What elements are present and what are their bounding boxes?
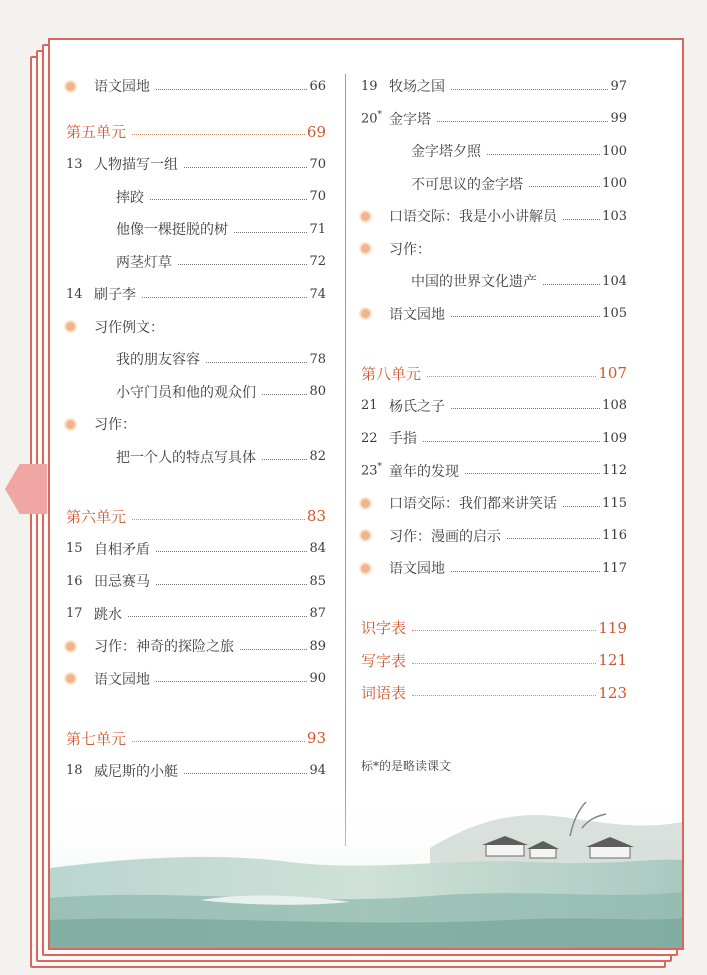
entry-title: 我的朋友容容 [116,352,200,368]
dot-leader [507,538,600,539]
entry-title: 人物描写一组 [94,157,178,173]
unit-title: 写字表 [361,651,407,670]
page-number: 119 [598,618,627,637]
circle-bullet-icon [66,322,94,331]
toc-entry[interactable] [66,120,326,144]
dot-leader [437,121,608,122]
lesson-number-text: 18 [66,763,83,778]
page-number: 72 [309,254,326,269]
circle-bullet-icon [66,420,94,429]
lesson-number-text: 14 [66,286,83,302]
page-number: 70 [309,189,326,204]
circle-bullet-icon [361,564,389,573]
page-number: 107 [598,364,627,382]
circle-bullet-icon [361,244,389,253]
circle-bullet-icon [361,499,389,508]
toc-entry[interactable] [66,250,326,274]
page-number: 116 [602,528,627,543]
page-number: 85 [309,573,326,589]
dot-leader [184,167,307,168]
toc-entry[interactable] [66,380,326,404]
dot-leader [156,89,307,90]
circle-bullet-icon [361,309,389,318]
lesson-number-text: 20 [361,111,378,127]
page-number: 74 [309,286,326,302]
dot-leader [128,616,307,617]
toc-entry[interactable] [361,394,627,418]
lesson-number-text: 22 [361,430,378,446]
lesson-number-text: 13 [66,156,83,172]
lesson-number-text: 19 [361,78,378,94]
entry-title: 自相矛盾 [94,541,150,558]
page-number: 80 [309,384,326,399]
toc-entry[interactable] [361,361,627,385]
dot-leader [451,316,600,317]
toc-entry[interactable] [66,537,326,561]
lesson-number [66,574,94,589]
page-number: 123 [598,683,627,702]
lesson-number-text: 15 [66,541,83,556]
toc-entry[interactable] [66,282,326,306]
toc-entry[interactable] [361,426,627,450]
lesson-number [66,541,94,556]
lesson-number [66,287,94,302]
toc-entry[interactable] [66,726,326,750]
dot-leader [156,681,307,682]
entry-title: 语文园地 [94,79,150,95]
dot-leader [262,394,307,395]
dot-leader [132,741,305,742]
toc-entry[interactable] [66,152,326,176]
toc-entry[interactable] [361,74,627,98]
entry-title: 习作： [94,417,136,433]
dot-leader [412,663,596,664]
lesson-number [361,79,389,94]
entry-title: 童年的发现 [389,463,459,480]
toc-entry[interactable] [66,347,326,371]
page-number: 94 [309,763,326,778]
toc-entry[interactable] [66,634,326,658]
page-number: 99 [610,111,627,126]
circle-bullet-icon [66,82,94,91]
optional-reading-mark: * [377,462,383,473]
toc-entry[interactable] [361,616,627,640]
toc-page [48,38,684,950]
dot-leader [142,297,307,298]
circle-bullet-icon [66,674,94,683]
page-number: 103 [602,208,627,224]
toc-entry[interactable] [66,602,326,626]
dot-leader [451,89,608,90]
entry-title: 跳水 [94,606,122,623]
entry-title: 口语交际：我是小小讲解员 [389,209,557,225]
dot-leader [240,649,307,650]
entry-title: 习作： [389,241,431,258]
toc-entry[interactable] [66,217,326,241]
unit-title: 词语表 [361,684,407,702]
entry-title: 金字塔 [389,111,431,128]
toc-entry[interactable] [361,237,627,261]
dot-leader [543,284,600,285]
footnote: 标*的是略读课文 [361,759,452,773]
page-number: 82 [309,449,326,464]
entry-title: 金字塔夕照 [411,144,481,160]
page-number: 97 [610,78,627,94]
entry-title: 牧场之国 [389,79,445,95]
dot-leader [529,186,600,187]
page-number: 66 [309,78,326,94]
lesson-number-text: 23 [361,463,378,479]
toc-entry[interactable] [66,759,326,783]
circle-bullet-icon [66,642,94,651]
page-number: 100 [602,143,627,159]
entry-title: 习作例文： [94,319,164,336]
page-number: 104 [602,273,627,289]
lesson-number-text: 16 [66,573,83,589]
dot-leader [465,473,600,474]
page-number: 117 [602,560,627,576]
toc-entry[interactable] [361,204,627,228]
lesson-number [361,462,389,478]
entry-title: 语文园地 [94,671,150,688]
entry-title: 摔跤 [116,189,144,206]
toc-entry[interactable] [66,412,326,436]
entry-title: 手指 [389,431,417,447]
dot-leader [156,551,307,552]
dot-leader [262,459,307,460]
page-number: 108 [602,398,627,413]
toc-entry[interactable] [361,681,627,705]
entry-title: 小守门员和他的观众们 [116,384,256,401]
dot-leader [423,441,600,442]
lesson-number [361,110,389,126]
toc-entry[interactable] [66,74,326,98]
dot-leader [206,362,307,363]
entry-title: 习作：神奇的探险之旅 [94,639,234,655]
page-number: 105 [602,306,627,321]
page-number: 90 [309,671,326,686]
dot-leader [184,773,307,774]
toc-entry[interactable] [361,269,627,293]
page-number: 112 [602,463,627,478]
toc-entry[interactable] [361,107,627,131]
dot-leader [150,199,307,200]
unit-title: 第七单元 [66,729,127,748]
landscape-illustration [50,788,682,948]
toc-entry[interactable] [361,172,627,196]
toc-entry[interactable] [361,139,627,163]
dot-leader [563,506,600,507]
page-number: 115 [602,495,627,511]
page-number: 109 [602,430,627,446]
unit-title: 识字表 [361,619,407,637]
dot-leader [451,408,600,409]
bookmark-tab [5,464,47,514]
unit-title: 第八单元 [361,364,422,383]
circle-bullet-icon [361,212,389,221]
toc-entry[interactable] [361,491,627,515]
lesson-number-text: 17 [66,606,83,621]
toc-entry[interactable] [66,445,326,469]
dot-leader [178,264,307,265]
toc-entry[interactable] [66,504,326,528]
optional-reading-mark: * [377,110,383,121]
page-number: 121 [598,651,627,669]
dot-leader [451,571,600,572]
page-number: 70 [309,156,326,172]
dot-leader [427,376,596,377]
toc-entry[interactable] [361,524,627,548]
dot-leader [132,519,305,520]
entry-title: 习作：漫画的启示 [389,528,501,545]
toc-entry[interactable] [66,315,326,339]
lesson-number [66,763,94,778]
dot-leader [412,695,596,696]
entry-title: 杨氏之子 [389,398,445,415]
page-number: 84 [309,541,326,556]
page-number: 93 [306,729,326,747]
page-number: 78 [309,351,326,367]
dot-leader [132,134,305,135]
dot-leader [156,584,307,585]
toc-entry[interactable] [66,185,326,209]
lesson-number [361,398,389,413]
circle-bullet-icon [361,531,389,540]
entry-title: 威尼斯的小艇 [94,763,178,780]
entry-title: 田忌赛马 [94,574,150,590]
page-number: 69 [306,122,326,141]
page-number: 83 [306,507,326,525]
page-number: 89 [309,638,326,654]
entry-title: 不可思议的金字塔 [411,176,523,193]
toc-entry[interactable] [66,667,326,691]
unit-title: 第六单元 [66,507,127,526]
lesson-number [361,431,389,446]
entry-title: 口语交际：我们都来讲笑话 [389,496,557,512]
entry-title: 刷子李 [94,287,136,303]
page-number: 87 [309,606,326,621]
dot-leader [412,630,596,631]
column-divider [345,74,346,846]
entry-title: 他像一棵挺脱的树 [116,222,228,238]
lesson-number-text: 21 [361,398,378,413]
toc-entry[interactable] [361,459,627,483]
dot-leader [563,219,600,220]
toc-entry[interactable] [361,556,627,580]
entry-title: 两茎灯草 [116,254,172,271]
page-number: 100 [602,176,627,191]
lesson-number [66,157,94,172]
toc-entry[interactable] [66,569,326,593]
dot-leader [487,154,600,155]
entry-title: 中国的世界文化遗产 [411,274,537,290]
dot-leader [234,232,307,233]
entry-title: 语文园地 [389,561,445,577]
entry-title: 把一个人的特点写具体 [116,449,256,466]
unit-title: 第五单元 [66,123,127,141]
toc-entry[interactable] [361,648,627,672]
lesson-number [66,606,94,621]
entry-title: 语文园地 [389,306,445,323]
page-number: 71 [309,221,326,237]
toc-entry[interactable] [361,302,627,326]
